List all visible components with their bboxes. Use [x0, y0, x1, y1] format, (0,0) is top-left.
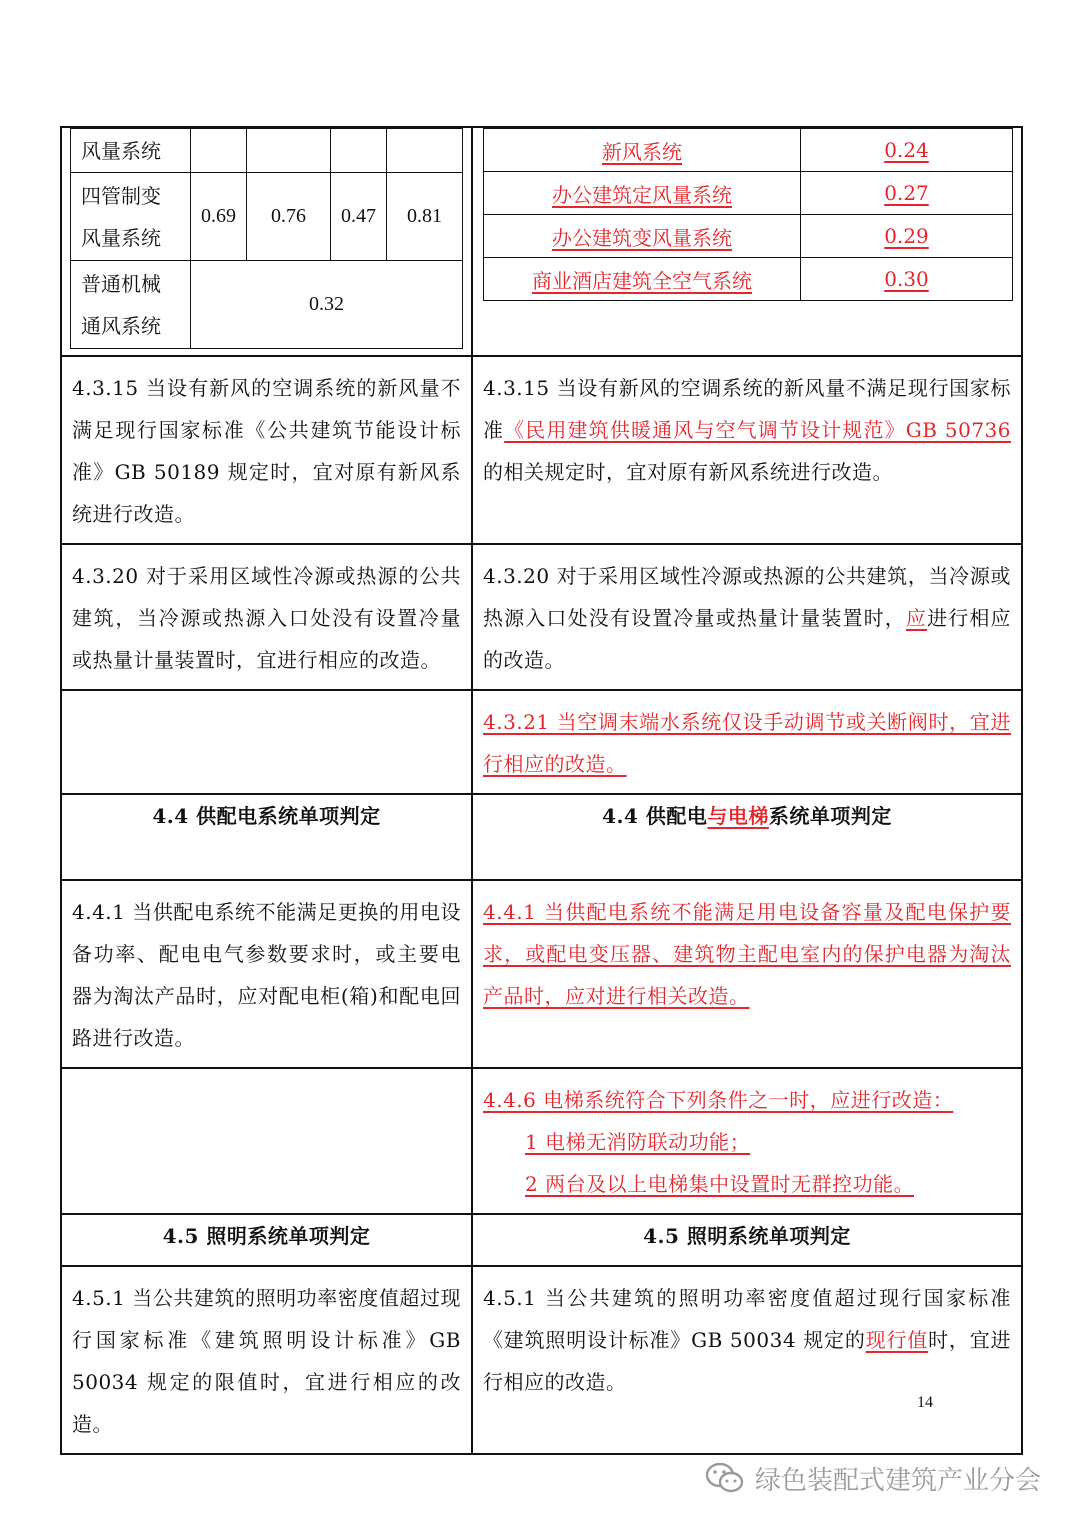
table-row [61, 1214, 1022, 1266]
clause-4-3-20-old: 4.3.20 对于采用区域性冷源或热源的公共建筑，当冷源或热源入口处没有设置冷量或热量计量装置时，宜进行相应的改造。 [72, 564, 461, 672]
table-row [61, 356, 1022, 544]
clause-4-5-1-old: 4.5.1 当公共建筑的照明功率密度值超过现行国家标准《建筑照明设计标准》GB 50034 规定的限值时，宜进行相应的改造。 [72, 1286, 461, 1436]
table-row [61, 1068, 1022, 1214]
table-row [61, 794, 1022, 880]
table-cell: 0.81 [387, 173, 463, 261]
revised-text: 与电梯 [707, 804, 769, 828]
revised-text: 应 [905, 606, 928, 630]
clause-4-4-1-old: 4.4.1 当供配电系统不能满足更换的用电设备功率、配电电气参数要求时，或主要电器为淘汰产品时，应对配电柜(箱)和配电回路进行改造。 [72, 900, 461, 1050]
section-heading-4-5-old: 4.5 照明系统单项判定 [162, 1224, 371, 1248]
right-efficiency-table [483, 128, 1013, 301]
section-heading-4-4-old: 4.4 供配电系统单项判定 [152, 804, 381, 828]
left-nested-cell [61, 127, 472, 356]
row-label: 四管制变风量系统 [71, 173, 191, 261]
clause-line: 1 电梯无消防联动功能； [525, 1130, 751, 1154]
table-cell: 0.32 [191, 261, 463, 349]
row-label: 商业酒店建筑全空气系统 [484, 258, 801, 301]
clause-4-3-20-new: 4.3.20 对于采用区域性冷源或热源的公共建筑，当冷源或热源入口处没有设置冷量或热量计量装置时，应进行相应的改造。 [483, 564, 1012, 672]
table-cell: 0.27 [801, 172, 1013, 215]
revised-text: 《民用建筑供暖通风与空气调节设计规范》GB 50736 [504, 418, 1012, 442]
clause-4-5-1-new: 4.5.1 当公共建筑的照明功率密度值超过现行国家标准《建筑照明设计标准》GB 50034 规定的现行值时，宜进行相应的改造。 [483, 1286, 1012, 1394]
clause-4-3-15-new: 4.3.15 当设有新风的空调系统的新风量不满足现行国家标准《民用建筑供暖通风与空气调节设计规范》GB 50736的相关规定时，宜对原有新风系统进行改造。 [483, 376, 1012, 484]
table-row [61, 880, 1022, 1068]
page-number: 14 [917, 1394, 933, 1411]
table-row [61, 127, 1022, 356]
watermark-text: 绿色装配式建筑产业分会 [755, 1465, 1042, 1496]
clause-4-4-1-new: 4.4.1 当供配电系统不能满足用电设备容量及配电保护要求，或配电变压器、建筑物主配电室内的保护电器为淘汰产品时，应对进行相关改造。 [483, 900, 1011, 1008]
left-efficiency-table [70, 128, 463, 349]
clause-4-4-6-new [473, 1069, 1021, 1213]
clause-4-3-21-new: 4.3.21 当空调末端水系统仅设手动调节或关断阀时，宜进行相应的改造。 [483, 710, 1011, 776]
row-label: 风量系统 [71, 129, 191, 173]
table-cell: 0.24 [801, 129, 1013, 172]
table-row [61, 544, 1022, 690]
clause-line: 2 两台及以上电梯集中设置时无群控功能。 [525, 1172, 915, 1196]
row-label: 普通机械通风系统 [71, 261, 191, 349]
watermark [705, 1458, 1041, 1498]
comparison-table [60, 126, 1023, 1455]
table-cell: 0.47 [331, 173, 387, 261]
table-row [61, 1266, 1022, 1454]
table-cell: 0.29 [801, 215, 1013, 258]
clause-line: 4.4.6 电梯系统符合下列条件之一时，应进行改造： [483, 1088, 954, 1112]
table-cell: 0.69 [191, 173, 247, 261]
row-label: 办公建筑定风量系统 [484, 172, 801, 215]
clause-4-3-15-old: 4.3.15 当设有新风的空调系统的新风量不满足现行国家标准《公共建筑节能设计标准》GB 50189 规定时，宜对原有新风系统进行改造。 [72, 376, 461, 526]
section-heading-4-4-new: 4.4 供配电与电梯系统单项判定 [602, 804, 892, 828]
table-row [61, 690, 1022, 794]
right-nested-cell [472, 127, 1022, 356]
wechat-icon [705, 1461, 745, 1495]
row-label: 办公建筑变风量系统 [484, 215, 801, 258]
table-cell: 0.30 [801, 258, 1013, 301]
row-label: 新风系统 [484, 129, 801, 172]
revised-text: 现行值 [865, 1328, 929, 1352]
table-cell: 0.76 [247, 173, 331, 261]
section-heading-4-5-new: 4.5 照明系统单项判定 [643, 1224, 851, 1248]
